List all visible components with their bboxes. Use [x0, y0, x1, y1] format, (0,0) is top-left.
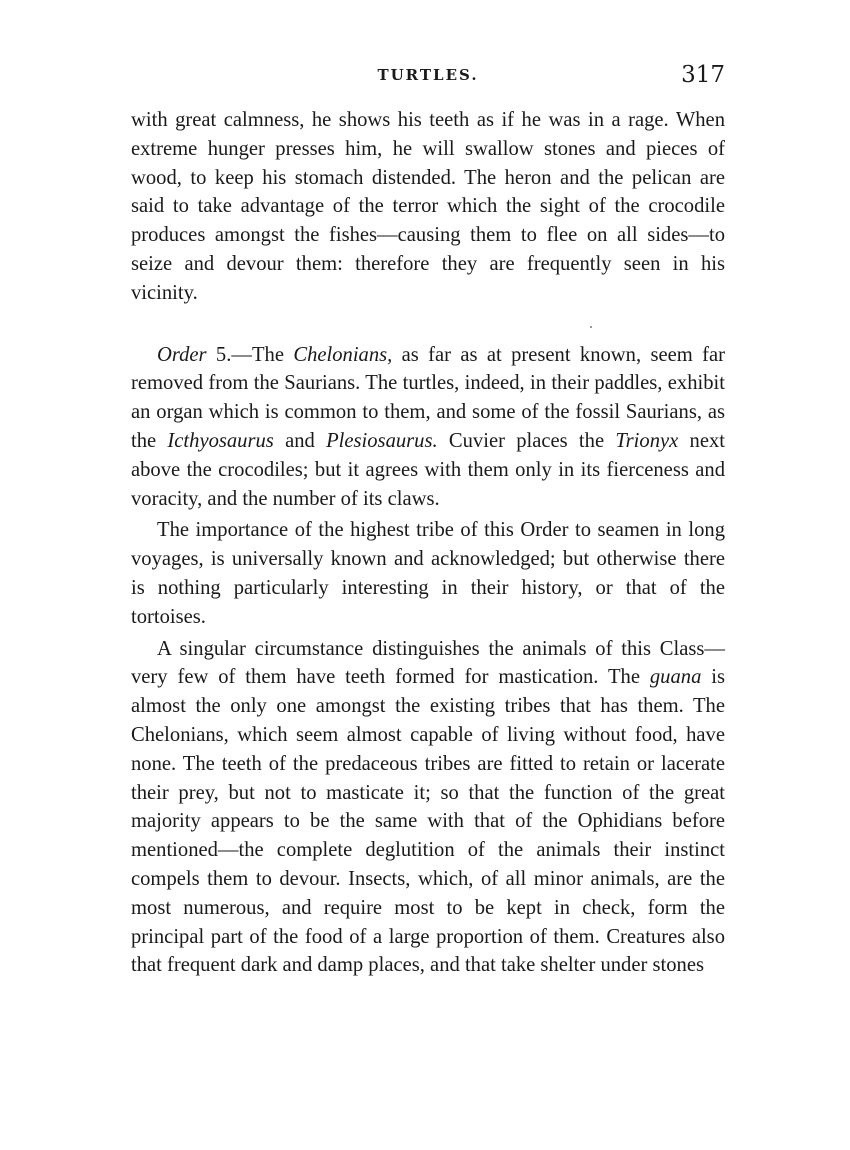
paragraph-order-five: [131, 341, 725, 514]
taxon-plesiosaurus: Plesiosaurus.: [326, 429, 438, 452]
paragraph-teeth: [131, 635, 725, 981]
print-speck: [590, 326, 592, 328]
paragraph-importance: The importance of the highest tribe of this Order to seamen in long voyages, is universally known and acknowledged; but otherwise there is nothing particularly interesting in their history, or that of the tortoises.: [131, 519, 725, 628]
paragraph-text: Cuvier places the: [437, 429, 616, 452]
paragraph-text: and: [273, 429, 327, 452]
taxon-guana: guana: [649, 666, 702, 689]
paragraph-text: 5.—The: [206, 343, 294, 366]
body-text: [131, 106, 725, 980]
order-label: Order: [157, 343, 207, 366]
taxon-icthyosaurus: Icthyosaurus: [167, 429, 274, 452]
paragraph-text: is almost the only one amongst the existing tribes that has them. The Chelonians, which seem almost capable of living without food, have none. The teeth of the predaceous tribes are fitted to retain or lacerate their prey, but not to masticate it; so that the function of the great majority appears to be the same with that of the Ophidians before mentioned—the complete deglutition of the animals their instinct compels them to devour. Insects, which, of all minor animals, are the most numerous, and require most to be kept in check, form the principal part of the food of a large proportion of them. Creatures also that frequent dark and damp places, and that take shelter under stones: [131, 666, 725, 977]
paragraph-crocodile-end: with great calmness, he shows his teeth as if he was in a rage. When extreme hunger presses him, he will swallow stones and pieces of wood, to keep his stomach distended. The heron and the pelican are said to take advantage of the terror which the sight of the crocodile produces amongst the fishes—causing them to flee on all sides—to seize and devour them: therefore they are frequently seen in his vicinity.: [131, 109, 725, 304]
paragraph-text: A singular circumstance distinguishes the animals of this Class—very few of them have teeth formed for mastication. The: [131, 637, 725, 689]
paragraph-text: next above the crocodiles; but it agrees with them only in its fierceness and voracity, and the number of its claws.: [131, 429, 725, 510]
running-title: TURTLES.: [377, 66, 479, 84]
paragraph-text: as far as at present known, seem far removed from the Saurians. The turtles, indeed, in their paddles, exhibit an organ which is common to them, and some of the fossil Saurians, as the: [131, 343, 725, 452]
running-head: [131, 62, 725, 90]
taxon-trionyx: Trionyx: [615, 429, 679, 452]
page-number: 317: [681, 62, 725, 88]
taxon-chelonians: Chelonians,: [293, 343, 393, 366]
